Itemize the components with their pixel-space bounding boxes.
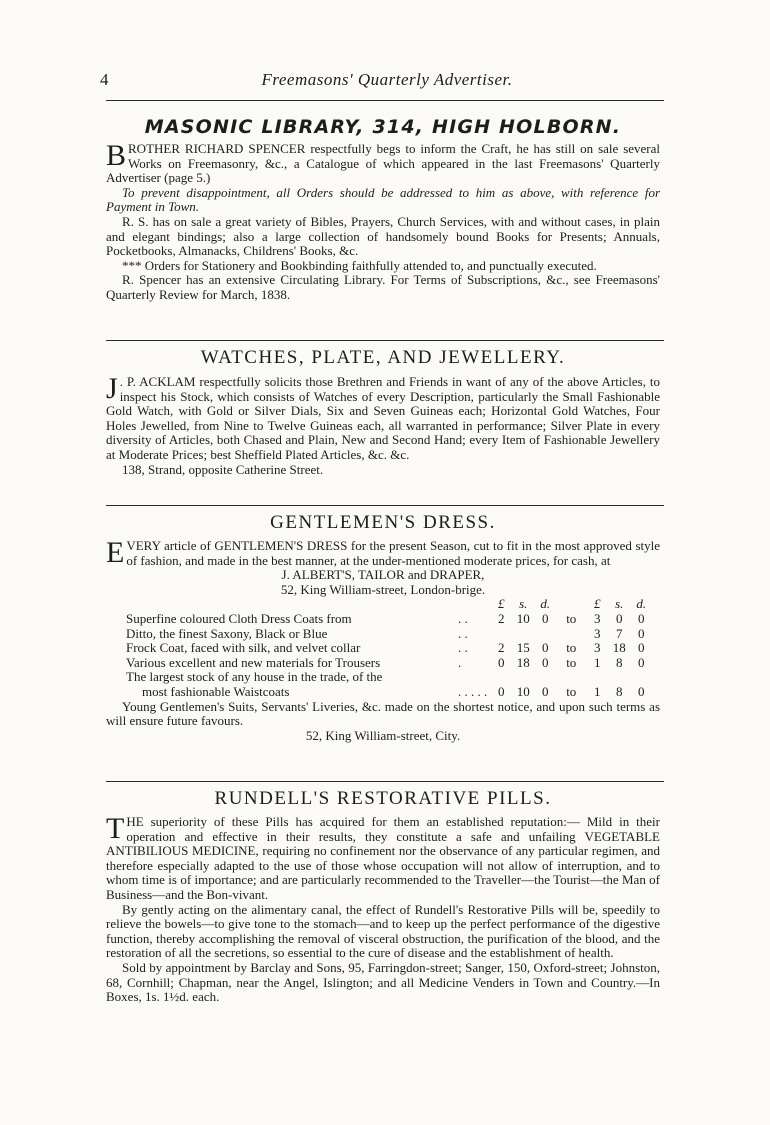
price-item: Various excellent and new materials for Trousers — [126, 654, 381, 670]
dress-intro-text: VERY article of GENTLEMEN'S DRESS for the present Season, cut to fit in the most approved style of fashion, and made in the best manner, at the under-mentioned moderate prices, for cash, at — [126, 538, 660, 568]
leader-dots: . . — [458, 625, 468, 641]
masonic-paragraph-intro — [106, 139, 660, 186]
price-from-pounds — [490, 627, 512, 642]
col-pence: d. — [540, 596, 551, 612]
col-pounds-to: £ — [594, 596, 601, 612]
price-from-pounds: 2 — [498, 640, 505, 656]
price-from-shillings: 15 — [516, 640, 530, 656]
price-to-pence: 0 — [638, 683, 645, 699]
pills-title: RUNDELL'S RESTORATIVE PILLS. — [214, 788, 552, 809]
price-to-pounds: 3 — [594, 625, 601, 641]
dress-address: 52, King William-street, City. — [305, 727, 461, 743]
price-row — [126, 612, 652, 627]
watches-text: . P. ACKLAM respectfully solicits those Brethren and Friends in want of any of the above Articles, to inspect his Stock, which consists of Watches of every Description, particularly the Small Fashionable Gold Watch, with Gold or Silver Dials, Six and Seven Guineas each; Horizontal Gold Watches, Four Holes Jewelled, from Nine to Twelve Guineas each, all warranted in performance; Silver Plate in every diversity of Articles, both Chased and Plain, New and Second Hand; every Item of Fashionable Jewellery at Moderate Prices; best Sheffield Plated Articles, &c. &c. — [106, 374, 660, 462]
leader-dots: . . — [458, 610, 468, 626]
masonic-paragraph-orders: To prevent disappointment, all Orders should be addressed to him as above, with reference for Payment in Town. — [106, 184, 660, 215]
dropcap-j: J — [106, 372, 118, 405]
dress-paragraph-suits: Young Gentlemen's Suits, Servants' Liveries, &c. made on the shortest notice, and upon such terms as will ensure future favours. — [106, 698, 660, 729]
page-header — [100, 70, 674, 96]
price-row — [126, 641, 652, 656]
dress-firm-name: J. ALBERT'S, TAILOR and DRAPER, — [281, 567, 485, 583]
price-item: Frock Coat, faced with silk, and velvet collar — [126, 640, 361, 656]
leader-dots: . . . . . — [458, 683, 488, 699]
section-rule-1 — [106, 340, 664, 341]
price-to-label: to — [566, 654, 577, 670]
dress-firm-address: 52, King William-street, London-brige. — [280, 581, 486, 597]
leader-dots: . . — [458, 640, 468, 656]
price-header-row — [126, 597, 652, 612]
price-from-shillings: 18 — [516, 654, 530, 670]
dress-section — [106, 512, 660, 743]
price-to-shillings: 8 — [616, 683, 623, 699]
header-rule — [106, 100, 664, 101]
pills-section — [106, 788, 660, 1005]
dropcap-t: T — [106, 812, 125, 845]
dress-paragraph-intro — [106, 536, 660, 569]
masonic-paragraph-stock: R. S. has on sale a great variety of Bibles, Prayers, Church Services, with and without cases, in plain and elegant bindings; also a large collection of handsomely bound Books for Presents; Annuals, Pocketbooks, Almanacks, Childrens' Books, &c. — [106, 213, 660, 259]
price-to-pounds: 1 — [594, 683, 601, 699]
price-from-pounds: 0 — [498, 654, 505, 670]
col-shillings: s. — [519, 596, 528, 612]
pills-intro-text: HE superiority of these Pills has acquired for them an established reputation:— Mild in their operation and effective in their results, they constitute a safe and unfailing VEGETABLE ANTIBILIOUS MEDICINE, requiring no confinement nor the observance of any particular regimen, and therefore especially adapted to the use of those whose occupation will not allow of interruption, and to whom time is of importance; and are particularly recommended to the Traveller—the Tourist—the Man of Business—and the Bon-vivant. — [106, 814, 660, 902]
masonic-intro-text: ROTHER RICHARD SPENCER respectfully begs to inform the Craft, he has still on sale several Works on Freemasonry, &c., a Catalogue of which appeared in the last Freemasons' Quarterly Advertiser (page 5.) — [106, 141, 660, 186]
price-to-shillings: 7 — [616, 625, 623, 641]
section-rule-2 — [106, 505, 664, 506]
price-item: Ditto, the finest Saxony, Black or Blue — [126, 625, 328, 641]
waistcoat-line2: most fashionable Waistcoats — [142, 683, 290, 699]
price-table — [126, 597, 652, 699]
price-from-pence: 0 — [542, 640, 549, 656]
price-to-pence: 0 — [638, 610, 645, 626]
price-to-pounds: 1 — [594, 654, 601, 670]
price-to-shillings: 8 — [616, 654, 623, 670]
price-to-shillings: 0 — [616, 610, 623, 626]
price-to-label: to — [566, 683, 577, 699]
dress-title: GENTLEMEN'S DRESS. — [270, 512, 496, 533]
watches-title: WATCHES, PLATE, AND JEWELLERY. — [200, 347, 566, 368]
page-number: 4 — [100, 70, 109, 89]
pills-paragraph-intro — [106, 812, 660, 903]
price-row — [126, 627, 652, 642]
pills-paragraph-effect: By gently acting on the alimentary canal, the effect of Rundell's Restorative Pills will be, speedily to relieve the bowels—to give tone to the stomach—and to keep up the perfect performance of the digestive function, thereby accomplishing the removal of visceral obstruction, the purification of the blood, and the restoration of all the secretions, so essential to the cure of disease and the establishment of health. — [106, 901, 660, 961]
price-from-shillings: 10 — [516, 683, 530, 699]
price-row-waistcoat-line1 — [126, 670, 652, 685]
col-pounds: £ — [498, 596, 505, 612]
price-to-pounds: 3 — [594, 640, 601, 656]
watches-paragraph — [106, 372, 660, 463]
price-to-pence: 0 — [638, 640, 645, 656]
price-to-label: to — [566, 610, 577, 626]
col-pence-to: d. — [636, 596, 647, 612]
watches-address: 138, Strand, opposite Catherine Street. — [122, 461, 324, 477]
masonic-paragraph-stationery: *** Orders for Stationery and Bookbinding faithfully attended to, and punctually executed. — [122, 257, 597, 273]
price-from-pounds: 0 — [498, 683, 505, 699]
pills-paragraph-sold: Sold by appointment by Barclay and Sons, 95, Farringdon-street; Sanger, 150, Oxford-street; Johnston, 68, Cornhill; Chapman, near the Angel, Islington; and all Medicine Venders in Town and Country.—In Boxes, 1s. 1½d. each. — [106, 959, 660, 1005]
price-from-shillings — [512, 627, 534, 642]
section-rule-3 — [106, 781, 664, 782]
price-from-shillings: 10 — [516, 610, 530, 626]
price-from-pence: 0 — [542, 654, 549, 670]
waistcoat-line1: The largest stock of any house in the trade, of the — [126, 669, 383, 685]
price-from-pence: 0 — [542, 683, 549, 699]
price-from-pence — [534, 627, 556, 642]
price-to-label: to — [566, 640, 577, 656]
running-title: Freemasons' Quarterly Advertiser. — [261, 70, 513, 89]
dropcap-e: E — [106, 536, 125, 569]
price-to-shillings: 18 — [612, 640, 626, 656]
price-to-pence: 0 — [638, 654, 645, 670]
price-from-pounds: 2 — [498, 610, 505, 626]
price-row-waistcoat — [126, 685, 652, 700]
price-row — [126, 656, 652, 671]
leader-dots: . — [458, 654, 462, 670]
price-to-pounds: 3 — [594, 610, 601, 626]
price-to-pence: 0 — [638, 625, 645, 641]
price-to-label — [556, 627, 586, 642]
masonic-library-section — [106, 116, 660, 303]
masonic-library-title: MASONIC LIBRARY, 314, HIGH HOLBORN. — [144, 116, 622, 138]
masonic-paragraph-library: R. Spencer has an extensive Circulating Library. For Terms of Subscriptions, &c., see Freemasons' Quarterly Review for March, 1838. — [106, 272, 660, 302]
col-shillings-to: s. — [615, 596, 624, 612]
price-item: Superfine coloured Cloth Dress Coats from — [126, 610, 352, 626]
watches-section — [106, 347, 660, 477]
price-from-pence: 0 — [542, 610, 549, 626]
dropcap-b: B — [106, 139, 127, 172]
